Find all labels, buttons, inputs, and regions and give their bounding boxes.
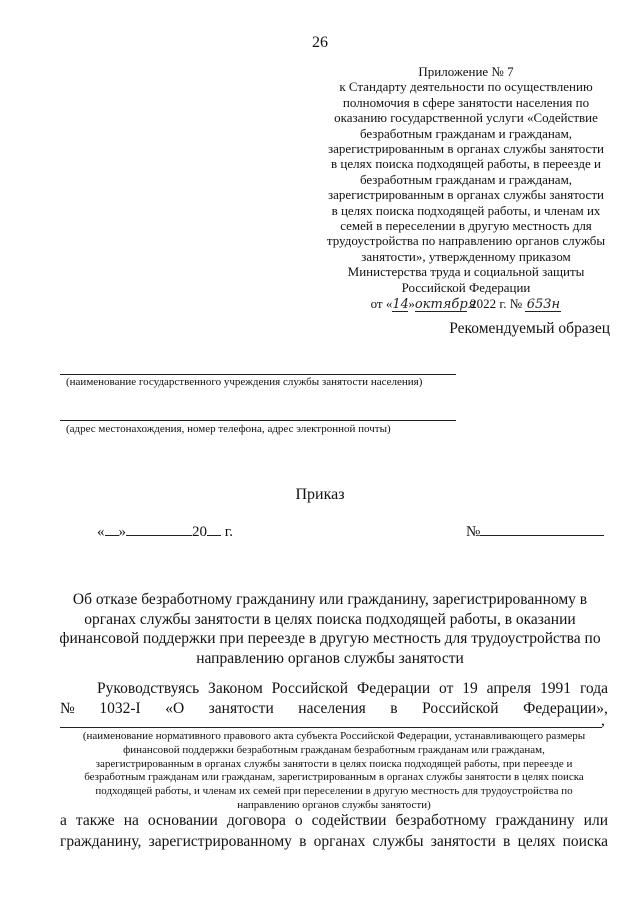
appendix-date-line [316,296,616,312]
body-line-2 [60,700,608,718]
caption-line: подходящей работы, и членам их семей при переселении в другую местность для трудоустройства по [95,785,573,798]
word: населения [298,700,366,717]
appendix-block [316,64,616,312]
institution-name-field-line [60,374,456,375]
caption-line: направлению органов службы занятости) [237,798,431,811]
appendix-line: занятости», утвержденному приказом [361,248,571,264]
appendix-line: безработным гражданам и гражданам, [359,125,573,141]
heading-line: финансовой поддержки при переезде в другую местность для трудоустройства по [59,630,601,647]
body-line-5: гражданину, зарегистрированному в органах службы занятости в целях поиска [60,833,608,850]
number-sign: № [466,524,481,540]
appendix-line: полномочия в сфере занятости населения по [342,94,590,110]
appendix-line: Приложение № 7 [418,64,514,79]
appendix-line: к Стандарту деятельности по осуществлению [339,79,593,95]
handwritten-order-number: 653н [526,297,561,313]
appendix-line: в целях поиска подходящей работы, и членам их [331,202,601,218]
appendix-line: безработным гражданам и гражданам, [359,171,573,187]
address-field-line [60,420,456,421]
month-blank [126,523,192,536]
page-number: 26 [312,34,328,51]
caption-line: зарегистрированным в органах службы занятости в целях поиска подходящей работы, при переезде и [95,757,573,770]
body-line-4: а также на основании договора о содействии безработному гражданину или [60,812,608,829]
date-prefix: от « [370,296,393,312]
document-heading [52,590,608,668]
legal-act-field-line [60,727,602,728]
legal-act-line-comma: , [601,712,605,729]
appendix-line: Министерства труда и социальной защиты [347,264,585,280]
word: № [60,700,75,717]
date-close-quote: » [118,524,126,540]
date-open-quote: « [97,524,105,540]
year-blank [207,523,221,536]
date-quote-close: » [408,296,415,312]
year-prefix: 20 [192,524,207,540]
heading-line: направлению органов службы занятости [196,649,464,667]
word: Российской [422,700,499,717]
date-year-text: 2022 г. № [470,296,523,312]
day-blank [105,523,119,536]
appendix-line: семей в переселении в другую местность для [340,218,592,234]
order-number-blank [480,523,604,536]
appendix-line: оказанию государственной услуги «Содействие [334,110,598,126]
appendix-line: зарегистрированным в органах службы занятости [328,141,604,157]
word: «О [165,700,185,717]
recommended-sample-label: Рекомендуемый образец [449,320,610,337]
body-line-1: Руководствуясь Законом Российской Федерации от 19 апреля 1991 года [97,680,608,697]
word: Федерации», [523,700,608,717]
year-suffix: г. [224,524,233,540]
order-title: Приказ [295,486,345,503]
order-date-line [97,523,233,541]
word: в [390,700,398,717]
caption-line: финансовой поддержки безработным гражданам безработным гражданам или гражданам, [123,743,545,756]
heading-line: органах службы занятости в целях поиска подходящей работы, в оказании [84,610,576,628]
appendix-line: зарегистрированным в органах службы занятости [328,187,604,203]
institution-name-caption: (наименование государственного учреждения службы занятости населения) [66,376,423,388]
handwritten-day: 14 [392,297,409,313]
order-number-line [466,523,604,541]
word: 1032-I [99,700,141,717]
address-caption: (адрес местонахождения, номер телефона, адрес электронной почты) [66,423,391,435]
caption-line: (наименование нормативного правового акта субъекта Российской Федерации, устанавливающего размеры [82,730,586,742]
word: занятости [208,700,274,717]
handwritten-month: октября [414,297,477,313]
caption-line: безработным гражданам или гражданам, зарегистрированным в органах службы занятости в целях поиска [84,771,584,784]
appendix-line: трудоустройства по направлению органов службы [326,233,606,249]
appendix-line: в целях поиска подходящей работы, в переезде и [331,156,601,172]
legal-act-caption [60,730,608,813]
appendix-line: Российской Федерации [401,279,531,295]
heading-line: Об отказе безработному гражданину или гражданину, зарегистрированному в [72,591,588,608]
